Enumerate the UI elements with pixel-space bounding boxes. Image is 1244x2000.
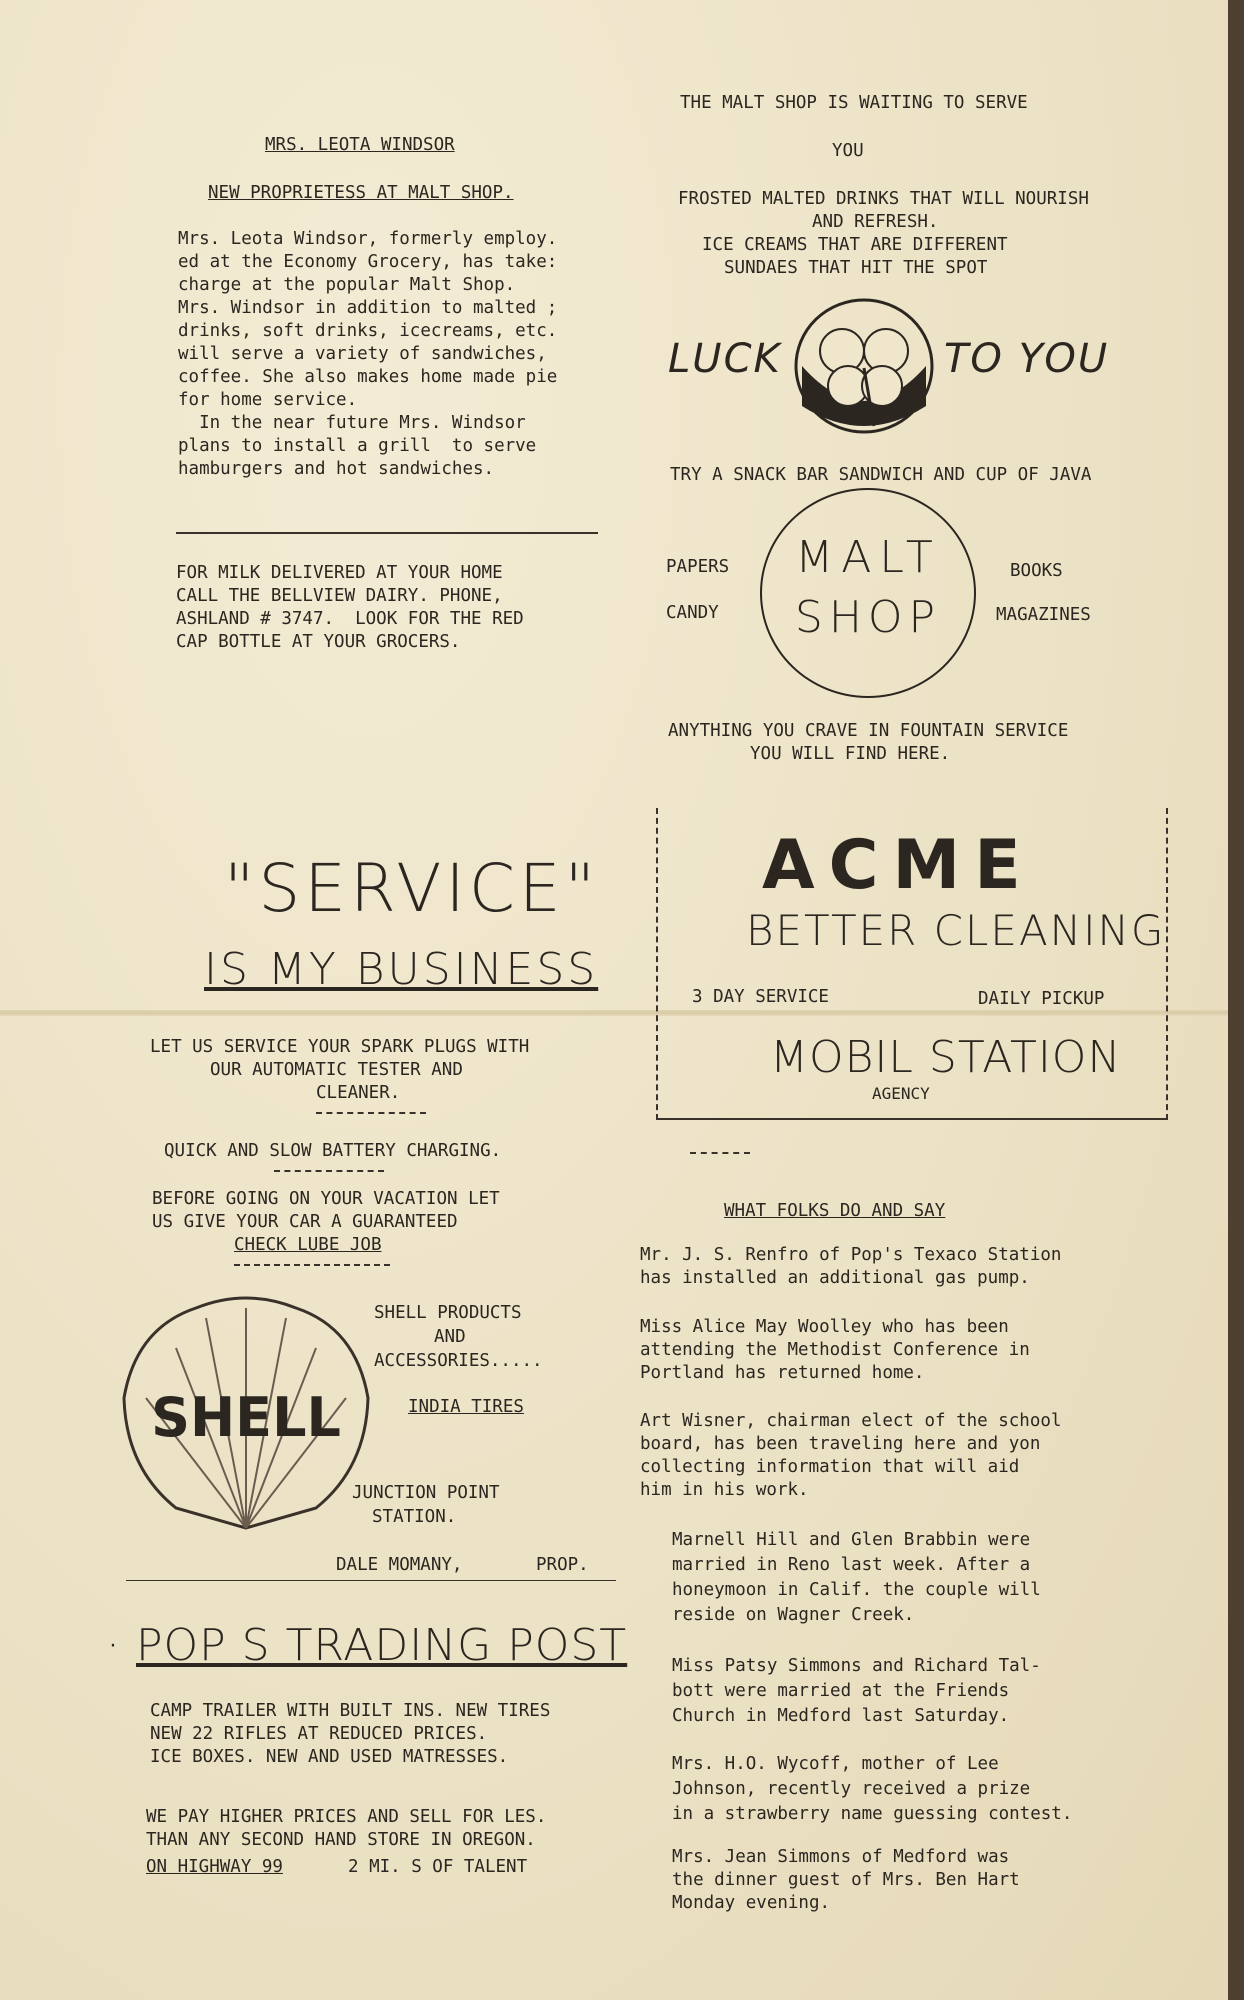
folks-line: board, has been traveling here and yon: [640, 1434, 1041, 1454]
acme-subtitle: BETTER CLEANING: [746, 906, 1166, 955]
acme-three-day: 3 DAY SERVICE: [692, 987, 829, 1007]
books-label: BOOKS: [1010, 561, 1063, 581]
shell-line: ACCESSORIES.....: [374, 1351, 543, 1371]
spark-line: OUR AUTOMATIC TESTER AND: [210, 1060, 463, 1080]
article-line: hamburgers and hot sandwiches.: [178, 459, 495, 479]
article-line: drinks, soft drinks, icecreams, etc.: [178, 321, 558, 341]
shell-logo-icon: [116, 1288, 376, 1544]
dairy-line: CALL THE BELLVIEW DAIRY. PHONE,: [176, 586, 503, 606]
mobil-agency: AGENCY: [872, 1084, 930, 1103]
folks-item: [672, 1846, 1020, 1915]
candy-label: CANDY: [666, 603, 719, 623]
folks-item: [640, 1244, 1061, 1290]
article-line: In the near future Mrs. Windsor: [178, 413, 526, 433]
malt-ad-line: FROSTED MALTED DRINKS THAT WILL NOURISH: [678, 189, 1089, 209]
vacation-line: CHECK LUBE JOB: [234, 1235, 382, 1255]
article-heading-name: MRS. LEOTA WINDSOR: [265, 135, 455, 155]
folks-line: Marnell Hill and Glen Brabbin were: [672, 1530, 1031, 1550]
junction-line: STATION.: [372, 1507, 457, 1527]
divider: [176, 532, 598, 534]
acme-daily-pickup: DAILY PICKUP: [978, 989, 1105, 1009]
battery-line: QUICK AND SLOW BATTERY CHARGING.: [164, 1141, 502, 1161]
article-line: plans to install a grill to serve: [178, 436, 537, 456]
folks-line: honeymoon in Calif. the couple will: [672, 1580, 1041, 1600]
acme-title: ACME: [762, 826, 1035, 905]
page-edge: [1228, 0, 1244, 2000]
dairy-line: ASHLAND # 3747. LOOK FOR THE RED: [176, 609, 524, 629]
folks-line: Miss Patsy Simmons and Richard Tal-: [672, 1656, 1041, 1676]
shell-logo-text: SHELL: [151, 1386, 341, 1449]
folks-line: Mrs. H.O. Wycoff, mother of Lee: [672, 1754, 999, 1774]
pops-location: 2 MI. S OF TALENT: [348, 1857, 528, 1877]
vacation-line: US GIVE YOUR CAR A GUARANTEED: [152, 1212, 458, 1232]
snack-line: TRY A SNACK BAR SANDWICH AND CUP OF JAVA: [670, 465, 1092, 485]
shell-line: SHELL PRODUCTS: [374, 1303, 522, 1323]
pops-line: ICE BOXES. NEW AND USED MATRESSES.: [150, 1747, 509, 1767]
folks-item: [672, 1528, 1041, 1628]
luck-text: LUCK: [668, 336, 782, 382]
malt-ad-line: YOU: [832, 141, 864, 161]
malt-article-body: [178, 228, 557, 481]
article-line: Mrs. Windsor in addition to malted ;: [178, 298, 558, 318]
article-line: charge at the popular Malt Shop.: [178, 275, 516, 295]
to-you-text: TO YOU: [944, 336, 1110, 382]
dairy-line: CAP BOTTLE AT YOUR GROCERS.: [176, 632, 461, 652]
folks-line: bott were married at the Friends: [672, 1681, 1010, 1701]
folks-line: Mrs. Jean Simmons of Medford was: [672, 1847, 1010, 1867]
folks-heading: WHAT FOLKS DO AND SAY: [724, 1201, 946, 1221]
circle-text-shop: SHOP: [794, 592, 942, 643]
dairy-ad: [176, 562, 524, 654]
vacation-line: BEFORE GOING ON YOUR VACATION LET: [152, 1189, 500, 1209]
article-line: coffee. She also makes home made pie: [178, 367, 558, 387]
divider: [274, 1170, 384, 1174]
folks-line: reside on Wagner Creek.: [672, 1605, 915, 1625]
pops-title: · POP S TRADING POST: [106, 1620, 628, 1671]
crave-line: YOU WILL FIND HERE.: [750, 744, 951, 764]
shell-line: AND: [434, 1327, 466, 1347]
malt-ad-line: AND REFRESH.: [812, 212, 939, 232]
spark-line: CLEANER.: [316, 1083, 401, 1103]
folks-item: [672, 1752, 1072, 1827]
crave-line: ANYTHING YOU CRAVE IN FOUNTAIN SERVICE: [668, 721, 1069, 741]
folks-item: [640, 1316, 1030, 1385]
spark-line: LET US SERVICE YOUR SPARK PLUGS WITH: [150, 1037, 530, 1057]
divider: [234, 1264, 390, 1268]
mobil-station: MOBIL STATION: [770, 1032, 1122, 1083]
article-heading-title: NEW PROPRIETESS AT MALT SHOP.: [208, 183, 514, 203]
dairy-line: FOR MILK DELIVERED AT YOUR HOME: [176, 563, 503, 583]
folks-line: Monday evening.: [672, 1893, 831, 1913]
magazines-label: MAGAZINES: [996, 605, 1091, 625]
malt-ad-line: THE MALT SHOP IS WAITING TO SERVE: [680, 93, 1028, 113]
pops-line: THAN ANY SECOND HAND STORE IN OREGON.: [146, 1830, 536, 1850]
pops-title-text: POP S TRADING POST: [135, 1620, 628, 1671]
article-line: for home service.: [178, 390, 358, 410]
india-tires: INDIA TIRES: [408, 1397, 524, 1417]
folks-item: [640, 1410, 1061, 1502]
pops-line: CAMP TRAILER WITH BUILT INS. NEW TIRES: [150, 1701, 551, 1721]
owner-name: DALE MOMANY,: [336, 1555, 463, 1575]
service-subheadline: IS MY BUSINESS: [204, 944, 599, 995]
owner-title: PROP.: [536, 1555, 589, 1575]
folks-line: Miss Alice May Woolley who has been: [640, 1317, 1009, 1337]
pops-highway: ON HIGHWAY 99: [146, 1857, 283, 1877]
folks-line: in a strawberry name guessing contest.: [672, 1804, 1073, 1824]
malt-shop-circle-logo: [760, 488, 976, 698]
folks-item: [672, 1654, 1041, 1729]
divider: [316, 1112, 426, 1116]
malt-ad-line: SUNDAES THAT HIT THE SPOT: [724, 258, 988, 278]
malt-ad-line: ICE CREAMS THAT ARE DIFFERENT: [702, 235, 1008, 255]
folks-line: has installed an additional gas pump.: [640, 1268, 1030, 1288]
folks-line: Johnson, recently received a prize: [672, 1779, 1031, 1799]
folks-line: Mr. J. S. Renfro of Pop's Texaco Station: [640, 1245, 1062, 1265]
circle-text-malt: MALT: [795, 532, 941, 583]
papers-label: PAPERS: [666, 557, 730, 577]
service-headline: "SERVICE": [224, 850, 599, 927]
folks-line: attending the Methodist Conference in: [640, 1340, 1030, 1360]
folks-line: the dinner guest of Mrs. Ben Hart: [672, 1870, 1020, 1890]
folks-line: him in his work.: [640, 1480, 809, 1500]
folks-line: married in Reno last week. After a: [672, 1555, 1031, 1575]
pops-line: WE PAY HIGHER PRICES AND SELL FOR LES.: [146, 1807, 547, 1827]
article-line: Mrs. Leota Windsor, formerly employ.: [178, 229, 558, 249]
article-line: will serve a variety of sandwiches,: [178, 344, 547, 364]
divider: [690, 1152, 750, 1156]
clover-icon: [792, 296, 936, 436]
folks-line: Portland has returned home.: [640, 1363, 925, 1383]
divider: [126, 1580, 616, 1581]
junction-line: JUNCTION POINT: [352, 1483, 500, 1503]
folks-line: Art Wisner, chairman elect of the school: [640, 1411, 1062, 1431]
folks-line: collecting information that will aid: [640, 1457, 1020, 1477]
folks-line: Church in Medford last Saturday.: [672, 1706, 1010, 1726]
pops-line: NEW 22 RIFLES AT REDUCED PRICES.: [150, 1724, 488, 1744]
article-line: ed at the Economy Grocery, has take:: [178, 252, 558, 272]
